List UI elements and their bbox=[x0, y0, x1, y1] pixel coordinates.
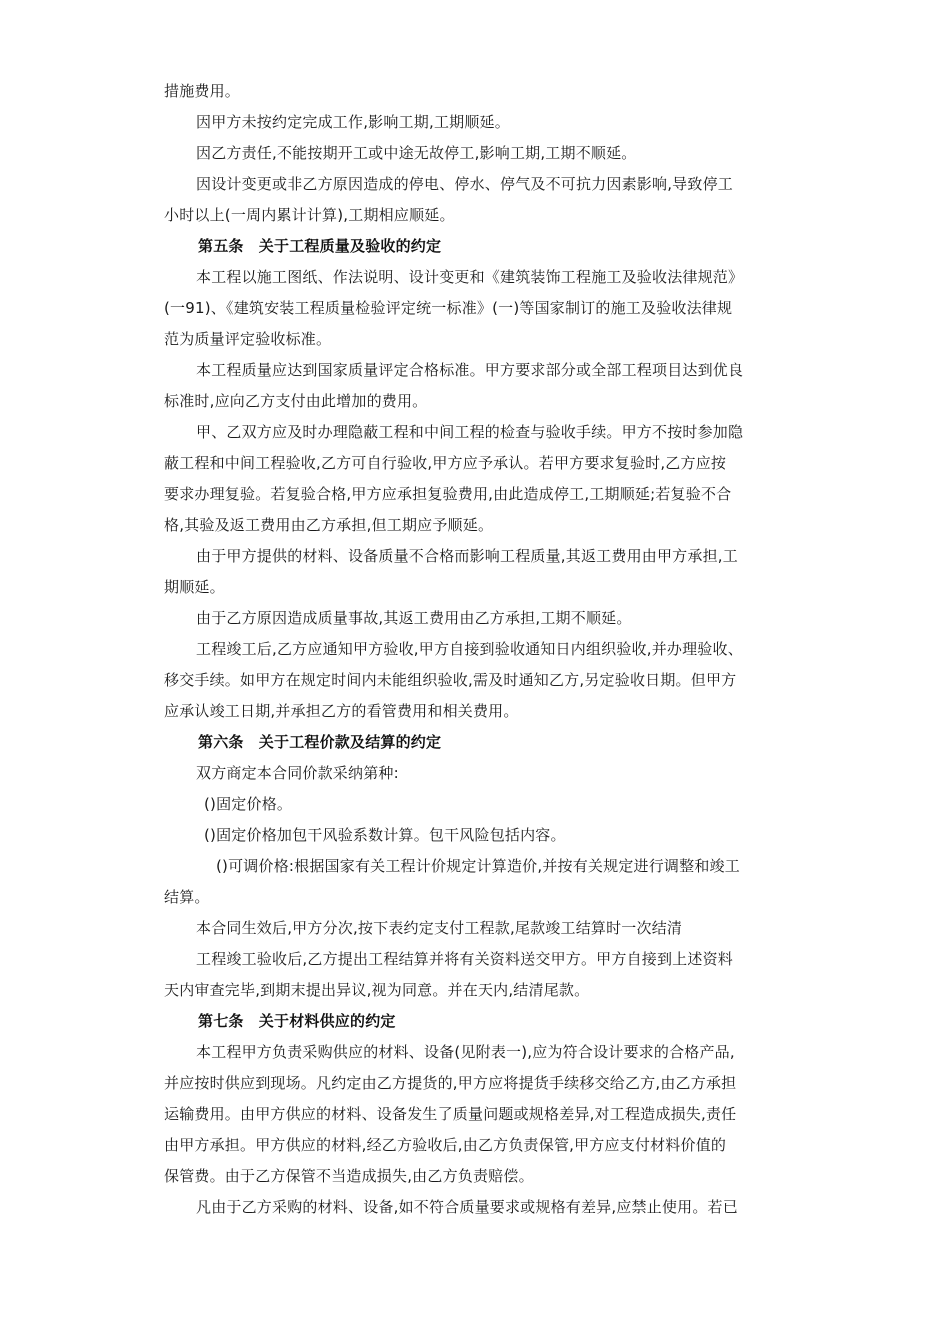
text-line: ()可调价格:根据国家有关工程计价规定计算造价,并按有关规定进行调整和竣工 bbox=[216, 857, 740, 875]
text-line: 措施费用。 bbox=[164, 82, 241, 100]
text-line: 标准时,应向乙方支付由此增加的费用。 bbox=[164, 392, 428, 410]
section-heading-5: 第五条 关于工程质量及验收的约定 bbox=[198, 237, 442, 255]
text-line: 天内审查完毕,到期末提出异议,视为同意。并在天内,结清尾款。 bbox=[164, 981, 590, 999]
text-line: 凡由于乙方采购的材料、设备,如不符合质量要求或规格有差异,应禁止使用。若已 bbox=[196, 1198, 738, 1216]
text-line: 范为质量评定验收标准。 bbox=[164, 330, 332, 348]
text-line: 本工程甲方负责采购供应的材料、设备(见附表一),应为符合设计要求的合格产品, bbox=[196, 1043, 735, 1061]
text-line: 本工程质量应达到国家质量评定合格标准。甲方要求部分或全部工程项目达到优良 bbox=[196, 361, 744, 379]
text-line: 因甲方未按约定完成工作,影响工期,工期顺延。 bbox=[196, 113, 510, 131]
text-line: 由甲方承担。甲方供应的材料,经乙方验收后,由乙方负责保管,甲方应支付材料价值的 bbox=[164, 1136, 727, 1154]
text-line: 保管费。由于乙方保管不当造成损失,由乙方负责赔偿。 bbox=[164, 1167, 534, 1185]
text-line: 移交手续。如甲方在规定时间内未能组织验收,需及时通知乙方,另定验收日期。但甲方 bbox=[164, 671, 737, 689]
text-line: 因设计变更或非乙方原因造成的停电、停水、停气及不可抗力因素影响,导致停工 bbox=[196, 175, 733, 193]
text-line: ()固定价格。 bbox=[204, 795, 293, 813]
section-heading-7: 第七条 关于材料供应的约定 bbox=[198, 1012, 396, 1030]
text-line: 甲、乙双方应及时办理隐蔽工程和中间工程的检查与验收手续。甲方不按时参加隐 bbox=[196, 423, 744, 441]
text-line: (一91)、《建筑安装工程质量检验评定统一标准》(一)等国家制订的施工及验收法律规 bbox=[164, 299, 733, 317]
text-line: 小时以上(一周内累计计算),工期相应顺延。 bbox=[164, 206, 455, 224]
text-line: ()固定价格加包干风验系数计算。包干风险包括内容。 bbox=[204, 826, 566, 844]
text-line: 由于甲方提供的材料、设备质量不合格而影响工程质量,其返工费用由甲方承担,工 bbox=[196, 547, 738, 565]
text-line: 格,其验及返工费用由乙方承担,但工期应予顺延。 bbox=[164, 516, 494, 534]
text-line: 本工程以施工图纸、作法说明、设计变更和《建筑装饰工程施工及验收法律规范》 bbox=[196, 268, 744, 286]
text-line: 结算。 bbox=[164, 888, 210, 906]
text-line: 应承认竣工日期,并承担乙方的看管费用和相关费用。 bbox=[164, 702, 519, 720]
section-heading-6: 第六条 关于工程价款及结算的约定 bbox=[198, 733, 442, 751]
text-line: 期顺延。 bbox=[164, 578, 225, 596]
text-line: 本合同生效后,甲方分次,按下表约定支付工程款,尾款竣工结算时一次结清 bbox=[196, 919, 683, 937]
text-line: 要求办理复验。若复验合格,甲方应承担复验费用,由此造成停工,工期顺延;若复验不合 bbox=[164, 485, 732, 503]
text-line: 工程竣工验收后,乙方提出工程结算并将有关资料送交甲方。甲方自接到上述资料 bbox=[196, 950, 733, 968]
text-line: 运输费用。由甲方供应的材料、设备发生了质量问题或规格差异,对工程造成损失,责任 bbox=[164, 1105, 737, 1123]
text-line: 由于乙方原因造成质量事故,其返工费用由乙方承担,工期不顺延。 bbox=[196, 609, 632, 627]
text-line: 蔽工程和中间工程验收,乙方可自行验收,甲方应予承认。若甲方要求复验时,乙方应按 bbox=[164, 454, 727, 472]
text-line: 双方商定本合同价款采纳第种: bbox=[196, 764, 399, 782]
text-line: 因乙方责任,不能按期开工或中途无故停工,影响工期,工期不顺延。 bbox=[196, 144, 637, 162]
text-line: 工程竣工后,乙方应通知甲方验收,甲方自接到验收通知日内组织验收,并办理验收、 bbox=[196, 640, 743, 658]
text-line: 并应按时供应到现场。凡约定由乙方提货的,甲方应将提货手续移交给乙方,由乙方承担 bbox=[164, 1074, 737, 1092]
